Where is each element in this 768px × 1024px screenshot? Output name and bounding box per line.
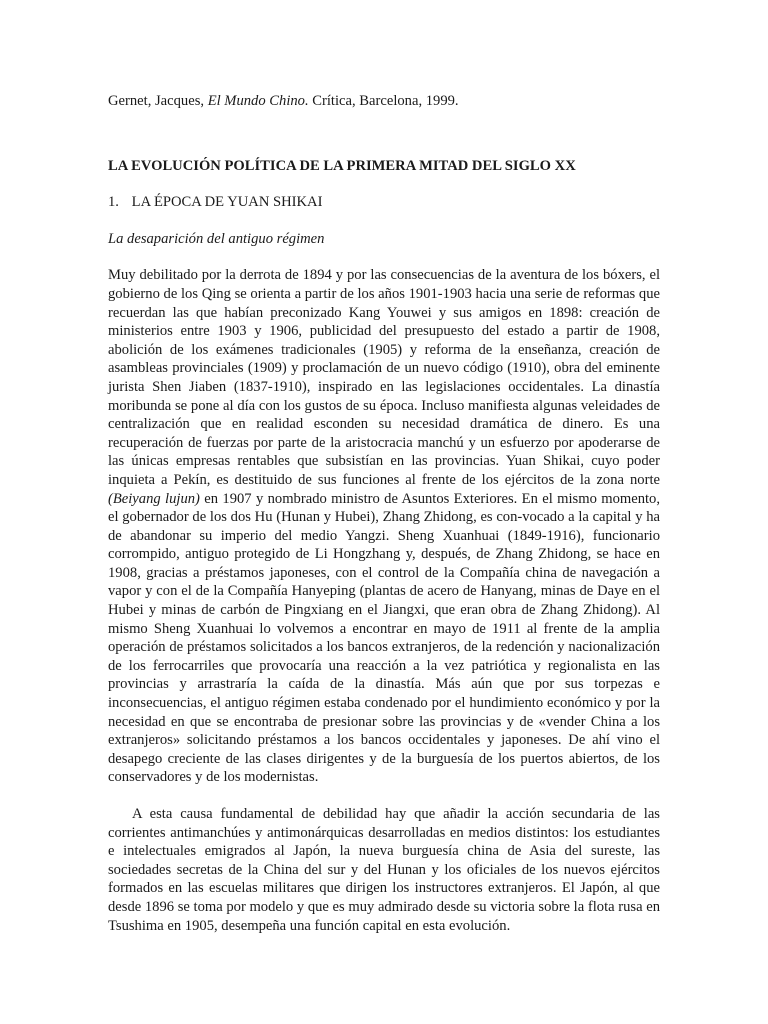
document-page	[108, 92, 660, 953]
body-paragraph-1	[108, 266, 660, 787]
citation-book-title: El Mundo Chino.	[207, 93, 309, 109]
chapter-heading: LA EVOLUCIÓN POLÍTICA DE LA PRIMERA MITAD DEL SIGLO XX	[108, 157, 576, 174]
bibliographic-citation	[108, 92, 660, 111]
paragraph-1-italic-term: (Beiyang lujun)	[108, 490, 200, 507]
subsection-title: La desaparición del antiguo régimen	[108, 230, 325, 247]
section-title: LA ÉPOCA DE YUAN SHIKAI	[131, 194, 323, 211]
section-heading	[108, 193, 660, 212]
section-number: 1.	[108, 194, 119, 211]
citation-publisher: Crítica, Barcelona, 1999.	[308, 93, 459, 109]
citation-author: Gernet, Jacques,	[108, 93, 208, 109]
paragraph-1-text-a: Muy debilitado por la derrota de 1894 y por las consecuencias de la aventura de los bóxers, el gobierno de los Qing se orienta a partir de los años 1901-1903 hacia una serie de reformas que recuerdan las que habían preconizado Kang Youwei y sus amigos en 1898: creación de ministerios entre 1903 y 1906, publicidad del presupuesto del estado a partir de 1908, abolición de los exámenes tradicionales (1905) y reforma de la enseñanza, creación de asambleas provinciales (1909) y proclamación de un nuevo código (1910), obra del eminente jurista Shen Jiaben (1837-1910), inspirado en las legislaciones occidentales. La dinastía moribunda se pone al día con los gustos de su época. Incluso manifiesta algunas veleidades de centralización que en realidad esconden su necesidad dramática de dinero. Es una recuperación de fuerzas por parte de la aristocracia manchú y un esfuerzo por apoderarse de las únicas empresas rentables que subsistían en las provincias. Yuan Shikai, cuyo poder inquieta a Pekín, es destituido de sus funciones al frente de los ejércitos de la zona norte	[108, 267, 660, 488]
paragraph-1-text-b: en 1907 y nombrado ministro de Asuntos Exteriores. En el mismo momento, el gobernador de los dos Hu (Hunan y Hubei), Zhang Zhidong, es con-vocado a la capital y ha de abandonar su imperio del medio Yangzi. Sheng Xuanhuai (1849-1916), funcionario corrompido, antiguo protegido de Li Hongzhang y, después, de Zhang Zhidong, se hace en 1908, gracias a préstamos japoneses, con el control de la Compañía china de navegación a vapor y con el de la Compañía Hanyeping (plantas de acero de Hanyang, minas de Daye en el Hubei y minas de carbón de Pingxiang en el Jiangxi, que eran obra de Zhang Zhidong). Al mismo Sheng Xuanhuai lo volvemos a encontrar en mayo de 1911 al frente de la amplia operación de préstamos solicitados a los bancos extranjeros, de la redención y nacionalización de los ferrocarriles que provocaría una reacción a la vez patriótica y regionalista en las provincias y arrastraría la caída de la dinastía. Más aún que por sus torpezas e inconsecuencias, el antiguo régimen estaba condenado por el hundimiento económico y por la necesidad en que se encontraba de presionar sobre las provincias y de «vender China a los extranjeros» solicitando préstamos a los bancos occidentales y japoneses. De ahí vino el desapego creciente de las clases dirigentes y de la burguesía de los puertos abiertos, de los conservadores y de los modernistas.	[108, 490, 661, 786]
body-paragraph-2: A esta causa fundamental de debilidad hay que añadir la acción secundaria de las corrientes antimanchúes y antimonárquicas desarrolladas en medios distintos: los estudiantes e intelectuales emigrados al Japón, la nueva burguesía china de Asia del sureste, las sociedades secretas de la China del sur y del Hunan y los oficiales de los nuevos ejércitos formados en las escuelas militares que dirigen los instructores extranjeros. El Japón, al que desde 1896 se toma por modelo y que es muy admirado desde su victoria sobre la flota rusa en Tsushima en 1905, desempeña una función capital en esta evolución.	[108, 806, 660, 934]
